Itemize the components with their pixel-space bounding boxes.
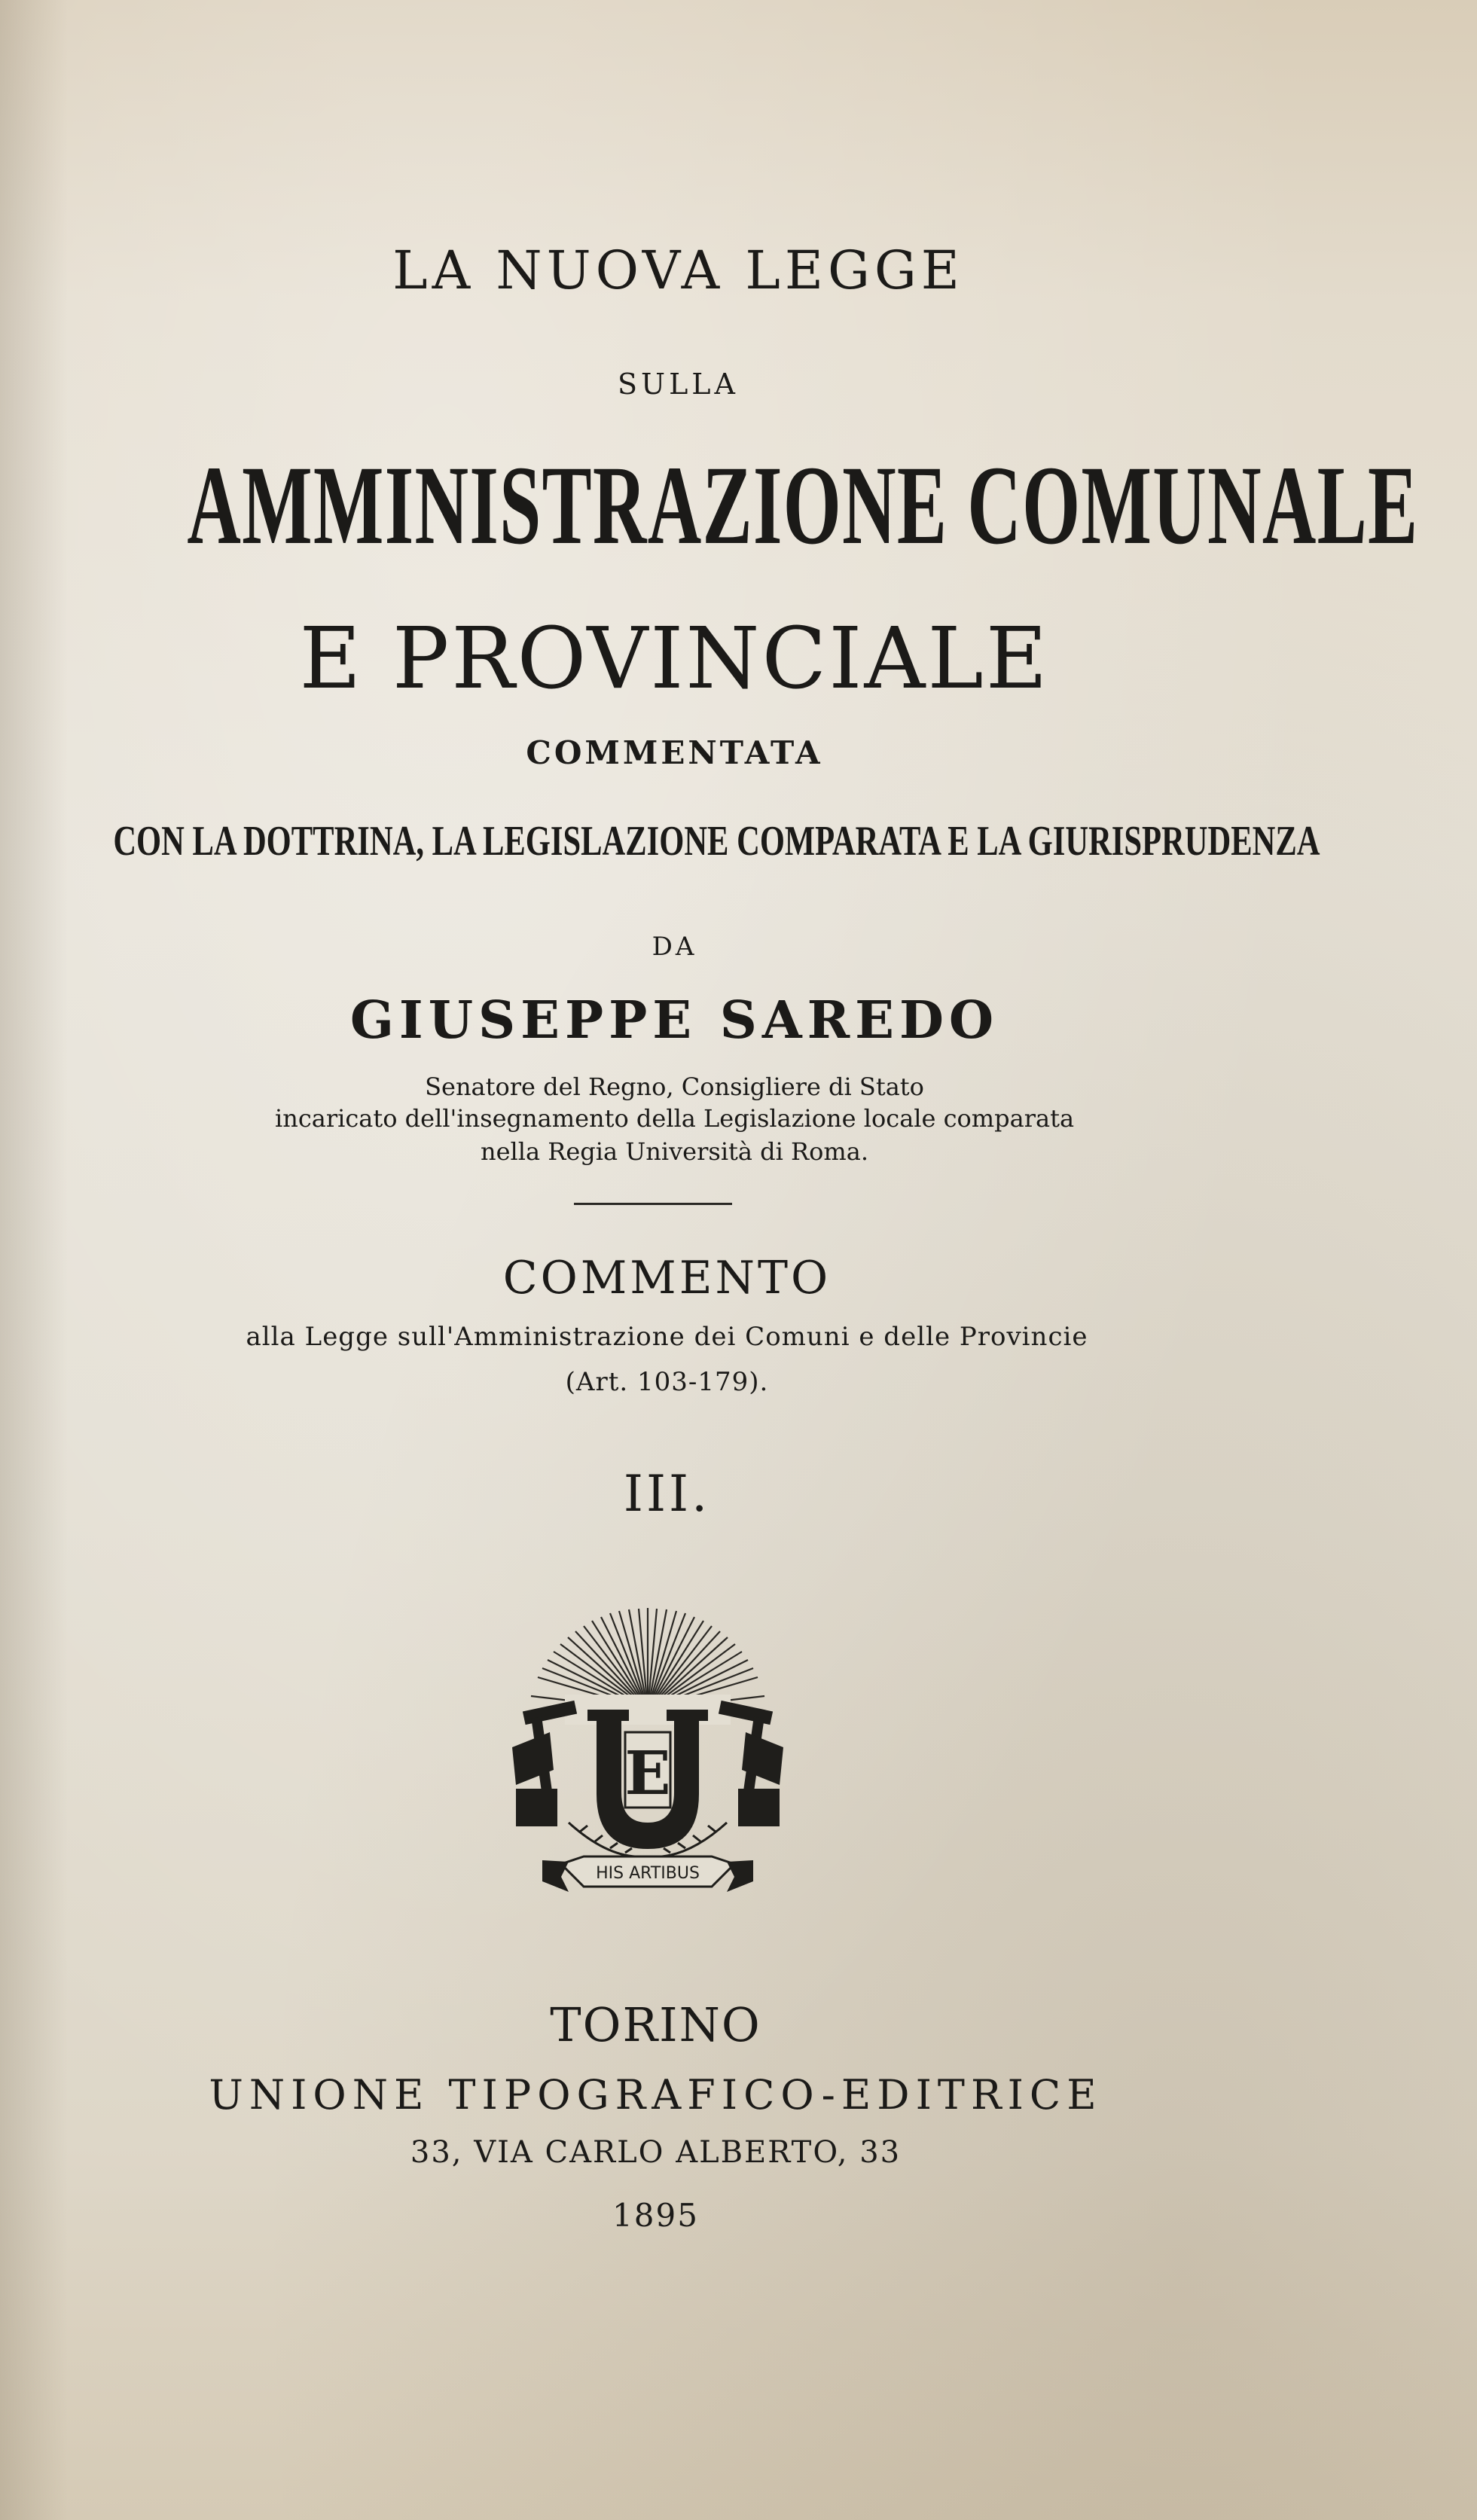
title-commentata: COMMENTATA	[526, 734, 823, 771]
author-credential-2: incaricato dell'insegnamento della Legislazione locale comparata	[274, 1104, 1075, 1133]
main-title: AMMINISTRAZIONE COMUNALE	[187, 443, 1419, 568]
motto-ribbon	[542, 1856, 753, 1892]
imprint-city: TORINO	[550, 1997, 761, 2052]
author-credential-3: nella Regia Università di Roma.	[481, 1137, 868, 1166]
section-subtitle: alla Legge sull'Amministrazione dei Comuni e delle Provincie	[246, 1322, 1088, 1352]
title-subtitle: CON LA DOTTRINA, LA LEGISLAZIONE COMPARATA E LA GIURISPRUDENZA	[113, 818, 1320, 865]
divider-rule	[574, 1203, 732, 1205]
publisher-emblem-icon	[497, 1597, 798, 1898]
emblem-motto: HIS ARTIBUS	[596, 1864, 700, 1883]
sunburst-rays	[531, 1608, 764, 1710]
title-line-1: LA NUOVA LEGGE	[392, 239, 964, 301]
title-line-2: SULLA	[618, 368, 739, 401]
main-title-continuation: E PROVINCIALE	[299, 610, 1050, 708]
section-title: COMMENTO	[502, 1252, 832, 1304]
article-range: (Art. 103-179).	[565, 1367, 769, 1397]
imprint-address: 33, VIA CARLO ALBERTO, 33	[410, 2135, 902, 2170]
volume-number: III.	[623, 1465, 711, 1523]
author-name: GIUSEPPE SAREDO	[349, 990, 999, 1051]
by-label: DA	[652, 932, 697, 962]
emblem-letter-e: E	[624, 1737, 671, 1808]
imprint-year: 1895	[612, 2197, 699, 2234]
imprint-publisher: UNIONE TIPOGRAFICO-EDITRICE	[209, 2071, 1103, 2119]
u-letter-shield	[587, 1710, 708, 1849]
author-credential-1: Senatore del Regno, Consigliere di Stato	[425, 1072, 924, 1101]
